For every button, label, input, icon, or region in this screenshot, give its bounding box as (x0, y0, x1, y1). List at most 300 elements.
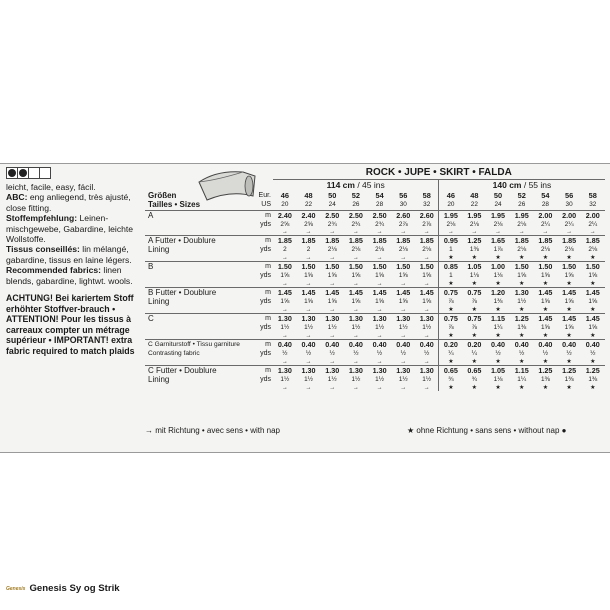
nap-marker: → (423, 228, 430, 235)
nap-marker: → (376, 228, 383, 235)
eur-size: 58 (588, 190, 597, 200)
yards-value: 2⅛ (422, 246, 432, 253)
yards-value: 1⅝ (422, 272, 432, 279)
us-size: 32 (423, 201, 431, 209)
meters-value: 1.20 (486, 288, 510, 298)
meters-value: 1.30 (344, 366, 368, 376)
nap-marker: → (329, 254, 336, 261)
meters-value: 0.40 (581, 340, 605, 350)
yards-value: 2¾ (351, 220, 361, 228)
meters-value: 1.15 (486, 314, 510, 324)
yards-value: 1⅛ (469, 272, 479, 279)
eur-size: 52 (517, 190, 526, 200)
unit-yds: yds (260, 350, 271, 357)
meters-value: 1.85 (297, 236, 321, 246)
fabric-note: leicht, facile, easy, fácil. (6, 182, 96, 192)
yards-value: 2⅝ (304, 220, 313, 228)
meters-value: 1.85 (320, 236, 344, 246)
yards-value: ⅞ (471, 298, 478, 305)
yards-value: 2 (283, 246, 287, 253)
view-sublabel: Lining (148, 245, 170, 254)
view-label: B (145, 262, 255, 272)
meters-value: 1.85 (391, 236, 415, 246)
us-size: 24 (328, 201, 336, 209)
nap-marker: ★ (439, 306, 463, 314)
unit-m: m (255, 340, 273, 350)
eur-size: 48 (304, 190, 313, 200)
nap-marker: ★ (495, 307, 501, 313)
yards-value: 2⅛ (351, 246, 361, 253)
yards-value: ¼ (439, 349, 463, 358)
meters-value: 1.45 (391, 288, 415, 298)
plaid-warning: ACHTUNG! Bei kariertem Stoff erhöhter Stoffver-brauch • ATTENTION! Pour les tissus à carreaux compter un métrage supérieur • IMPORTANT! extra fabric required to match plaids (6, 293, 135, 357)
yards-value: 2¼ (588, 220, 598, 228)
yards-value: 2⅛ (517, 220, 527, 228)
without-nap-legend: ★ ohne Richtung • sans sens • without nap ● (407, 426, 567, 435)
yards-value: 1 (439, 271, 463, 280)
yards-value: 2⅛ (469, 220, 479, 228)
nap-marker: ★ (542, 281, 549, 287)
nap-marker: → (400, 306, 407, 313)
yards-value: 1⅝ (375, 298, 385, 305)
meters-value: 1.45 (368, 288, 392, 298)
difficulty-box (39, 167, 51, 179)
eur-size: 54 (375, 190, 384, 200)
nap-marker: ★ (519, 307, 525, 313)
meters-value: 0.75 (439, 314, 463, 324)
view-label: A (145, 210, 255, 220)
yards-value: 1⅝ (540, 298, 550, 305)
nap-marker: ★ (519, 385, 525, 391)
nap-marker: → (376, 254, 383, 261)
unit-m: m (255, 210, 273, 220)
nap-marker: → (376, 332, 383, 339)
meters-value: 1.30 (368, 314, 392, 324)
nap-marker: → (352, 384, 359, 391)
yards-value: 1⅝ (351, 298, 361, 305)
unit-yds: yds (260, 298, 271, 305)
yards-value: 2⅛ (375, 246, 385, 253)
meters-value: 0.65 (463, 366, 487, 376)
yards-value: 1⅛ (493, 272, 503, 279)
nap-marker: ★ (566, 359, 572, 365)
nap-marker: → (542, 228, 549, 235)
nap-marker: ★ (566, 281, 572, 287)
meters-value: 0.40 (297, 340, 321, 350)
nap-marker: → (281, 384, 288, 391)
meters-value: 1.85 (368, 236, 392, 246)
meters-value: 0.95 (439, 236, 463, 246)
yards-value: 2⅝ (280, 220, 290, 228)
yards-value: 1½ (422, 324, 432, 331)
yards-value: 2⅛ (564, 246, 574, 253)
us-size: 22 (470, 201, 478, 209)
yards-value: 1⅝ (564, 298, 574, 305)
nap-marker: ★ (542, 333, 549, 339)
with-nap-legend: → mit Richtung • avec sens • with nap (145, 426, 280, 435)
meters-value: 0.40 (368, 340, 392, 350)
yards-value: ½ (542, 350, 549, 357)
meters-value: 1.95 (439, 210, 463, 220)
meters-value: 1.15 (510, 366, 534, 376)
nap-marker: → (423, 384, 430, 391)
us-size: 24 (494, 201, 502, 209)
yardage-table (145, 166, 605, 391)
spacer (145, 358, 255, 366)
yards-value: 1⅜ (517, 324, 527, 331)
meters-value: 1.50 (368, 262, 392, 272)
nap-marker: → (352, 280, 359, 287)
eur-size: 54 (541, 190, 550, 200)
yards-value: 1⅛ (493, 376, 503, 383)
fabric-width-2: 140 cm / 55 ins (439, 179, 605, 190)
nap-marker: → (439, 229, 463, 236)
nap-marker: ★ (590, 255, 596, 261)
meters-value: 1.45 (557, 288, 581, 298)
nap-marker: → (423, 254, 430, 261)
nap-marker: ★ (471, 255, 478, 261)
nap-marker: ★ (439, 358, 463, 366)
yards-value: 2 (306, 246, 311, 253)
meters-value: 1.50 (273, 262, 297, 272)
view-label: A Futter • Doublure (145, 236, 255, 246)
us-size: 26 (518, 201, 526, 209)
meters-value: 0.40 (415, 340, 439, 350)
meters-value: 0.75 (439, 288, 463, 298)
nap-marker: → (400, 384, 407, 391)
us-size: 30 (565, 201, 573, 209)
yards-value: 1½ (304, 376, 313, 383)
meters-value: 1.85 (581, 236, 605, 246)
meters-value: 1.25 (510, 314, 534, 324)
yards-value: ⅞ (439, 297, 463, 306)
yards-value: ½ (590, 350, 596, 357)
nap-marker: ★ (519, 255, 525, 261)
eur-size: 56 (399, 190, 408, 200)
spacer (145, 384, 255, 391)
left-column (6, 167, 138, 357)
nap-marker: ★ (519, 333, 525, 339)
yards-value: 1⅝ (327, 298, 337, 305)
meters-value: 2.40 (273, 210, 297, 220)
yards-value: 2⅛ (517, 246, 527, 253)
meters-value: 2.00 (557, 210, 581, 220)
meters-value: 1.30 (320, 366, 344, 376)
nap-marker: ★ (439, 280, 463, 288)
nap-marker: → (566, 228, 573, 235)
nap-marker: → (329, 306, 336, 313)
meters-value: 0.40 (391, 340, 415, 350)
yards-value: 1½ (351, 376, 361, 383)
nap-marker: → (376, 358, 383, 365)
meters-value: 0.85 (439, 262, 463, 272)
yards-value: 1⅝ (398, 272, 408, 279)
yards-value: 2⅛ (540, 246, 550, 253)
view-sublabel (145, 271, 255, 280)
yards-value: 1⅝ (351, 272, 361, 279)
unit-yds: yds (260, 220, 271, 228)
yards-value: 2¾ (375, 220, 385, 228)
meters-value: 0.40 (344, 340, 368, 350)
meters-value: 2.60 (415, 210, 439, 220)
yards-value: 1½ (351, 324, 361, 331)
nap-marker: → (329, 228, 336, 235)
unit-m: m (255, 262, 273, 272)
view-label: C Garniturstoff • Tissu garniture (145, 340, 255, 350)
us-size: 28 (541, 201, 549, 209)
nap-marker: → (281, 228, 288, 235)
sizes-label: Größen (148, 190, 177, 200)
nap-marker: → (518, 228, 525, 235)
nap-marker: → (329, 358, 336, 365)
meters-value: 2.50 (344, 210, 368, 220)
view-sublabel: Lining (148, 375, 170, 384)
meters-value: 1.85 (534, 236, 558, 246)
yards-value: 1⅜ (564, 376, 574, 383)
yards-value: 1½ (517, 298, 527, 305)
nap-marker: → (400, 280, 407, 287)
brand-footer (6, 583, 120, 594)
view-label: C Futter • Doublure (145, 366, 255, 376)
yards-value: 1½ (375, 324, 385, 331)
divider-top (0, 163, 610, 164)
meters-value: 1.85 (557, 236, 581, 246)
meters-value: 2.00 (534, 210, 558, 220)
yards-value: ½ (282, 350, 288, 357)
meters-value: 1.50 (510, 262, 534, 272)
nap-marker: → (281, 254, 288, 261)
meters-value: 1.05 (486, 366, 510, 376)
meters-value: 0.40 (273, 340, 297, 350)
nap-marker: → (281, 358, 288, 365)
nap-marker: ★ (590, 307, 596, 313)
yards-value: 1⅝ (422, 298, 432, 305)
nap-marker: ★ (471, 307, 478, 313)
nap-marker: → (305, 306, 312, 313)
meters-value: 1.30 (415, 366, 439, 376)
nap-marker: → (352, 332, 359, 339)
meters-value: 1.30 (273, 314, 297, 324)
yards-value: ½ (424, 350, 430, 357)
yards-value: ½ (376, 350, 383, 357)
meters-value: 1.30 (344, 314, 368, 324)
yards-value: ¼ (471, 350, 478, 357)
brand-name: Genesis Sy og Strik (29, 583, 120, 594)
yards-value: 1½ (422, 376, 432, 383)
eur-label: Eur. (258, 191, 271, 199)
spacer (255, 358, 273, 366)
nap-marker: → (376, 280, 383, 287)
nap-marker: → (423, 332, 430, 339)
meters-value: 1.30 (368, 366, 392, 376)
meters-value: 0.20 (439, 340, 463, 350)
spacer (145, 166, 273, 179)
meters-value: 1.50 (415, 262, 439, 272)
yards-value: 1⅞ (493, 246, 503, 253)
meters-value: 1.30 (297, 314, 321, 324)
spacer (145, 280, 255, 288)
meters-value: 1.25 (534, 366, 558, 376)
spacer (255, 254, 273, 262)
nap-marker: ★ (495, 255, 501, 261)
yards-value: 1½ (304, 324, 313, 331)
nap-marker: → (495, 228, 502, 235)
meters-value: 1.30 (320, 314, 344, 324)
yards-value: 1⅝ (280, 298, 290, 305)
nap-marker: → (376, 306, 383, 313)
meters-value: 2.40 (297, 210, 321, 220)
nap-marker: ★ (471, 333, 478, 339)
nap-marker: ★ (495, 281, 501, 287)
nap-marker: → (400, 332, 407, 339)
nap-marker: → (305, 280, 312, 287)
nap-marker: ★ (495, 333, 501, 339)
yards-value: ½ (566, 350, 572, 357)
view-sublabel: Contrasting fabric (148, 350, 200, 357)
nap-marker: ★ (590, 359, 596, 365)
nap-marker: → (423, 358, 430, 365)
table-title: ROCK • JUPE • SKIRT • FALDA (365, 166, 512, 178)
yards-value: 1½ (280, 376, 290, 383)
meters-value: 1.50 (297, 262, 321, 272)
meters-value: 1.50 (557, 262, 581, 272)
meters-value: 1.95 (510, 210, 534, 220)
nap-marker: → (376, 384, 383, 391)
eur-size: 50 (328, 190, 337, 200)
meters-value: 1.45 (534, 314, 558, 324)
meters-value: 0.20 (463, 340, 487, 350)
meters-value: 1.45 (344, 288, 368, 298)
unit-yds: yds (260, 272, 271, 279)
spacer (255, 332, 273, 340)
nap-marker: → (423, 280, 430, 287)
meters-value: 1.50 (391, 262, 415, 272)
meters-value: 1.25 (463, 236, 487, 246)
nap-marker: ★ (439, 254, 463, 262)
meters-value: 1.25 (557, 366, 581, 376)
meters-value: 1.45 (415, 288, 439, 298)
unit-yds: yds (260, 376, 271, 383)
yards-value: 1⅝ (517, 272, 527, 279)
difficulty-indicator (6, 167, 138, 179)
meters-value: 2.60 (391, 210, 415, 220)
nap-marker: ★ (566, 255, 572, 261)
us-size: 20 (439, 200, 463, 210)
meters-value: 1.50 (534, 262, 558, 272)
meters-value: 1.45 (320, 288, 344, 298)
yards-value: 1⅝ (588, 298, 598, 305)
eur-size: 58 (422, 190, 431, 200)
nap-marker: → (305, 254, 312, 261)
yards-value: 1⅝ (398, 298, 408, 305)
yards-value: 1½ (280, 324, 290, 331)
eur-size: 56 (564, 190, 574, 200)
sizes-label-2: Tailles • Sizes (148, 200, 201, 210)
meters-value: 1.25 (581, 366, 605, 376)
nap-marker: → (589, 228, 596, 235)
nap-marker: ★ (590, 333, 596, 339)
nap-marker: → (329, 332, 336, 339)
nap-marker: ★ (471, 281, 478, 287)
nap-marker: → (329, 280, 336, 287)
yards-value: 2¼ (540, 220, 550, 228)
meters-value: 1.30 (297, 366, 321, 376)
nap-marker: ★ (542, 359, 549, 365)
yards-value: 2⅛ (439, 220, 463, 229)
meters-value: 0.75 (463, 288, 487, 298)
yards-value: ½ (400, 350, 406, 357)
yards-value: 1⅝ (280, 272, 290, 279)
meters-value: 1.95 (486, 210, 510, 220)
brand-logo: Genesis (6, 585, 26, 592)
unit-yds: yds (260, 246, 271, 253)
yards-value: 1⅝ (564, 324, 574, 331)
us-size: 28 (376, 201, 384, 209)
us-size: 22 (304, 201, 313, 209)
nap-marker: → (400, 358, 407, 365)
yards-value: 1½ (398, 376, 408, 383)
nap-marker: → (471, 228, 478, 235)
meters-value: 0.75 (463, 314, 487, 324)
nap-marker: ★ (439, 332, 463, 340)
nap-marker: → (400, 254, 407, 261)
meters-value: 1.50 (320, 262, 344, 272)
view-sublabel (145, 220, 255, 229)
nap-marker: → (352, 306, 359, 313)
meters-value: 1.30 (415, 314, 439, 324)
nap-marker: → (305, 358, 312, 365)
yards-value: ¾ (471, 376, 478, 383)
meters-value: 0.40 (486, 340, 510, 350)
nap-marker: → (352, 254, 359, 261)
divider-bottom (0, 452, 610, 453)
meters-value: 1.00 (486, 262, 510, 272)
fabric-note: Stoffempfehlung: Leinen-mischgewebe, Gabardine, leichte Wollstoffe. (6, 213, 134, 245)
nap-marker: → (352, 358, 359, 365)
meters-value: 1.45 (534, 288, 558, 298)
yards-value: 1½ (327, 376, 337, 383)
nap-marker: ★ (519, 281, 525, 287)
meters-value: 1.65 (486, 236, 510, 246)
nap-marker: → (281, 332, 288, 339)
nap-marker: ★ (590, 281, 596, 287)
nap-marker: → (281, 306, 288, 313)
nap-marker: ★ (495, 359, 501, 365)
eur-size: 50 (493, 190, 503, 200)
meters-value: 1.30 (510, 288, 534, 298)
yards-value: ½ (305, 350, 312, 357)
fabric-note: Tissus conseillés: lin mélangé, gabardine, tissus en laine légers. (6, 244, 132, 265)
fabric-note: Recommended fabrics: linen blends, gabardine, lightwt. wools. (6, 265, 133, 286)
yards-value: 1¼ (493, 324, 503, 331)
nap-marker: ★ (519, 359, 525, 365)
yards-value: 1⅝ (588, 324, 598, 331)
yards-value: 1½ (327, 324, 337, 331)
us-size: 32 (589, 201, 597, 209)
yards-value: 1⅝ (327, 272, 337, 279)
nap-marker: → (305, 332, 312, 339)
yards-value: 2⅞ (398, 220, 408, 228)
unit-m: m (255, 314, 273, 324)
view-sublabel (145, 323, 255, 332)
yards-value: ½ (329, 350, 335, 357)
fabric-width-1: 114 cm / 45 ins (273, 179, 439, 190)
yards-value: ¾ (439, 375, 463, 384)
nap-marker: ★ (471, 385, 478, 391)
unit-yds: yds (260, 324, 271, 331)
yards-value: 1⅝ (540, 324, 550, 331)
eur-size: 46 (280, 190, 289, 200)
